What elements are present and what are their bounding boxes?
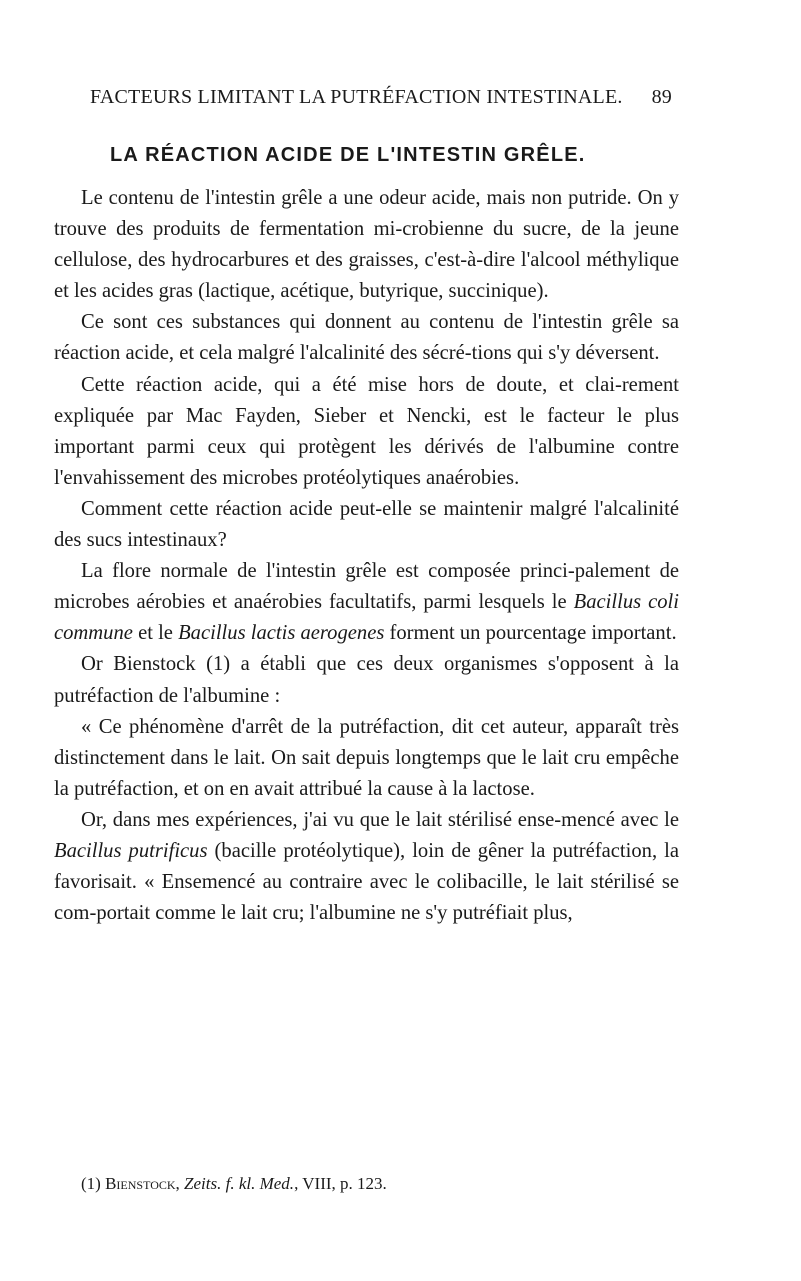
paragraph-5 xyxy=(54,556,679,649)
species-bacillus-coli: Bacillus coli commune xyxy=(54,591,680,645)
paragraph-8-text-b: (bacille protéolytique), loin de gêner la putréfaction, la favorisait. « Ensemencé au contraire avec le colibacille, le lait stérilisé se com-portait comme le lait cru; l'albumine ne s'y putréfiait plus, xyxy=(54,839,680,925)
paragraph-7: « Ce phénomène d'arrêt de la putréfaction, dit cet auteur, apparaît très distinctement dans le lait. On sait depuis longtemps que le lait cru empêche la putréfaction, et on en avait attribué la cause à la lactose. xyxy=(54,715,679,800)
paragraph-5-text-c: forment un pourcentage important. xyxy=(384,622,677,645)
paragraph-8-text-a: Or, dans mes expériences, j'ai vu que le lait stérilisé ense-mencé avec le xyxy=(81,808,679,831)
species-bacillus-lactis: Bacillus lactis aerogenes xyxy=(178,622,385,645)
running-title: FACTEURS LIMITANT LA PUTRÉFACTION INTESTINALE. xyxy=(90,86,623,108)
paragraph-3: Cette réaction acide, qui a été mise hors de doute, et clai-rement expliquée par Mac Fayden, Sieber et Nencki, est le facteur le plus important parmi ceux qui protègent les dérivés de l'albumine contre l'envahissement des microbes protéolytiques anaérobies. xyxy=(54,373,679,489)
running-header xyxy=(90,86,672,109)
footnote xyxy=(81,1174,387,1194)
page-number: 89 xyxy=(651,86,672,108)
section-title: LA RÉACTION ACIDE DE L'INTESTIN GRÊLE. xyxy=(110,144,586,166)
paragraph-6: Or Bienstock (1) a établi que ces deux organismes s'opposent à la putréfaction de l'albumine : xyxy=(54,653,679,707)
footnote-separator: , xyxy=(175,1174,185,1193)
footnote-author: Bienstock xyxy=(105,1174,176,1193)
paragraph-4: Comment cette réaction acide peut-elle se maintenir malgré l'alcalinité des sucs intestinaux? xyxy=(54,497,679,552)
paragraph-2: Ce sont ces substances qui donnent au contenu de l'intestin grêle sa réaction acide, et cela malgré l'alcalinité des sécré-tions qui s'y déversent. xyxy=(54,311,679,365)
footnote-reference: , VIII, p. 123. xyxy=(294,1174,387,1193)
paragraph-8 xyxy=(54,805,679,929)
paragraph-5-text-a: La flore normale de l'intestin grêle est composée princi-palement de microbes aérobies et anaérobies facultatifs, parmi lesquels le xyxy=(54,560,679,614)
species-bacillus-putrificus: Bacillus putrificus xyxy=(54,839,208,862)
paragraph-5-text-b: et le xyxy=(132,622,179,645)
footnote-journal: Zeits. f. kl. Med. xyxy=(184,1174,295,1193)
paragraph-1: Le contenu de l'intestin grêle a une odeur acide, mais non putride. On y trouve des produits de fermentation mi-crobienne du sucre, de la jeune cellulose, des hydrocarbures et des graisses, c'est-à-dire l'alcool méthylique et les acides gras (lactique, acétique, butyrique, succinique). xyxy=(54,187,679,303)
body-text xyxy=(54,183,679,929)
footnote-marker: (1) xyxy=(81,1174,106,1193)
